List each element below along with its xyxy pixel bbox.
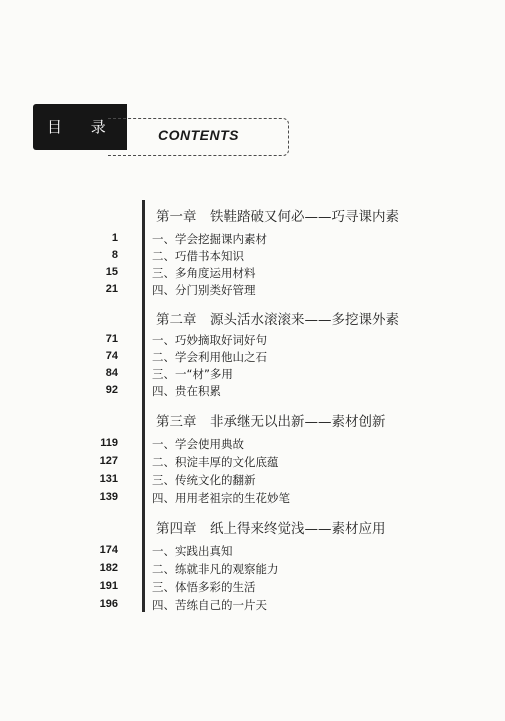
entry-label: 一、学会挖掘课内素材 bbox=[152, 232, 267, 246]
entry-label: 一、学会使用典故 bbox=[152, 437, 244, 451]
entry-label: 四、用用老祖宗的生花妙笔 bbox=[152, 491, 290, 505]
page-number: 84 bbox=[105, 367, 118, 379]
page-number: 182 bbox=[99, 562, 118, 574]
page-number: 127 bbox=[99, 455, 118, 467]
toc-entry[interactable] bbox=[0, 543, 505, 561]
toc-entry[interactable] bbox=[0, 597, 505, 615]
entry-label: 二、练就非凡的观察能力 bbox=[152, 562, 279, 576]
entry-label: 四、苦练自己的一片天 bbox=[152, 598, 267, 612]
toc-entry[interactable] bbox=[0, 282, 505, 300]
entry-label: 三、一“材”多用 bbox=[152, 367, 233, 381]
toc-entry[interactable] bbox=[0, 265, 505, 283]
entry-label: 一、实践出真知 bbox=[152, 544, 233, 558]
toc-entry[interactable] bbox=[0, 383, 505, 401]
toc-entry[interactable] bbox=[0, 332, 505, 350]
chapter-title: 第二章 源头活水滚滚来——多挖课外素 bbox=[156, 312, 399, 328]
page-number: 21 bbox=[105, 283, 118, 295]
entry-label: 四、分门别类好管理 bbox=[152, 283, 256, 297]
entry-label: 一、巧妙摘取好词好句 bbox=[152, 333, 267, 347]
toc-entry[interactable] bbox=[0, 561, 505, 579]
chapter-title: 第三章 非承继无以出新——素材创新 bbox=[156, 414, 386, 430]
toc-entry[interactable] bbox=[0, 454, 505, 472]
entry-label: 二、学会利用他山之石 bbox=[152, 350, 267, 364]
toc-entry[interactable] bbox=[0, 490, 505, 508]
toc-entry[interactable] bbox=[0, 436, 505, 454]
entry-label: 二、巧借书本知识 bbox=[152, 249, 244, 263]
page-number: 15 bbox=[105, 266, 118, 278]
page-number: 131 bbox=[99, 473, 118, 485]
toc-entry[interactable] bbox=[0, 231, 505, 249]
page-number: 8 bbox=[111, 249, 118, 261]
page-number: 191 bbox=[99, 580, 118, 592]
entry-label: 三、多角度运用材料 bbox=[152, 266, 256, 280]
page-number: 92 bbox=[105, 384, 118, 396]
toc-entry[interactable] bbox=[0, 248, 505, 266]
chapter-title: 第四章 纸上得来终觉浅——素材应用 bbox=[156, 521, 386, 537]
entry-label: 三、传统文化的翻新 bbox=[152, 473, 256, 487]
entry-label: 二、积淀丰厚的文化底蕴 bbox=[152, 455, 279, 469]
entry-label: 三、体悟多彩的生活 bbox=[152, 580, 256, 594]
chapter-title: 第一章 铁鞋踏破又何必——巧寻课内素 bbox=[156, 209, 399, 225]
toc-entry[interactable] bbox=[0, 472, 505, 490]
entry-label: 四、贵在积累 bbox=[152, 384, 221, 398]
contents-subtitle: CONTENTS bbox=[158, 127, 239, 143]
page-number: 174 bbox=[99, 544, 118, 556]
page-number: 71 bbox=[105, 333, 118, 345]
toc-entry[interactable] bbox=[0, 349, 505, 367]
page-number: 1 bbox=[111, 232, 118, 244]
page-number: 74 bbox=[105, 350, 118, 362]
page-number: 119 bbox=[100, 437, 118, 449]
toc-entry[interactable] bbox=[0, 579, 505, 597]
page-title: 目 录 bbox=[47, 118, 118, 136]
page-number: 139 bbox=[99, 491, 118, 503]
toc-entry[interactable] bbox=[0, 366, 505, 384]
page-number: 196 bbox=[99, 598, 118, 610]
